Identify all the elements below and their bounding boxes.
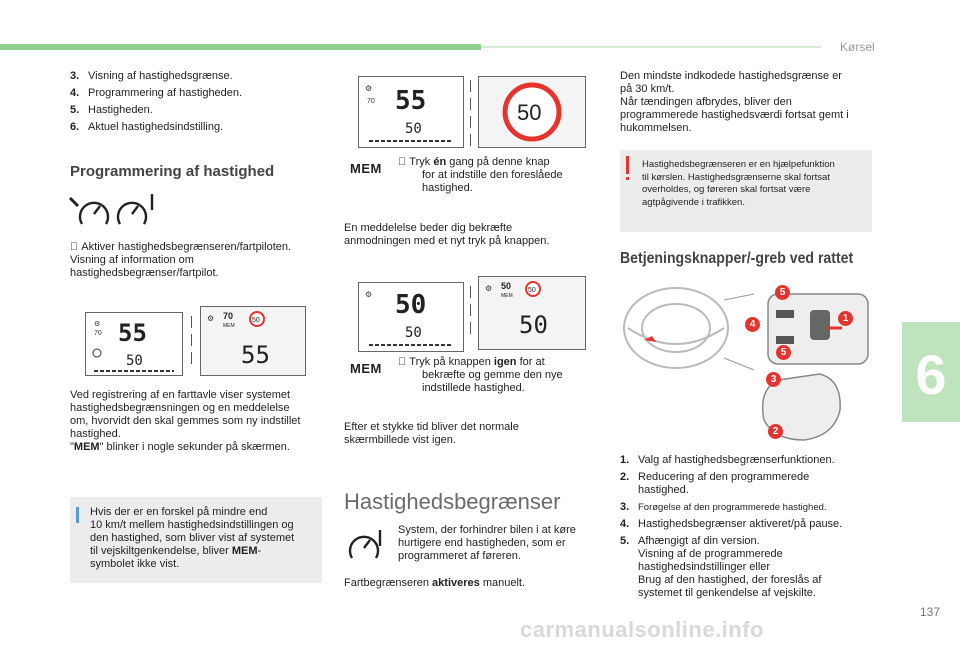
cluster-screen-2 [358, 282, 464, 352]
screen-top-value: 50 [501, 281, 512, 291]
separator [470, 286, 471, 298]
heading-betjeningsknapper: Betjeningsknapper/-greb ved rattet [620, 250, 854, 267]
warning-note-text: Hastighedsbegrænseren er en hjælpefunktion til kørslen. Hastighedsgrænserne skal fortsat overholdes, og føreren skal fortsat være agtpågivende i trafikken. [642, 159, 835, 208]
screen-big-speed: 50 [395, 290, 427, 320]
screen-mini-value: 70 [367, 98, 375, 105]
list-item: 4. Programmering af hastigheden. [70, 87, 243, 99]
heading-hastighedsbegraenser: Hastighedsbegrænser [344, 489, 561, 514]
heading-programmering: Programmering af hastighed [70, 163, 275, 180]
callout-5-bottom: 5 [776, 345, 791, 360]
callout-2: 2 [768, 424, 783, 439]
info-note-box [70, 497, 322, 583]
screen-mini-value: 70 [94, 330, 102, 337]
warning-marker [626, 156, 629, 174]
list-item: 5. Hastigheden. [70, 104, 153, 116]
separator [191, 352, 192, 364]
header-green-bar-light [481, 46, 821, 48]
screen-top-value: 70 [223, 311, 234, 321]
section-title: Kørsel [840, 40, 875, 54]
screen-mem-label: MEM [501, 293, 513, 299]
speed-sign-value: 50 [517, 100, 542, 125]
separator [191, 334, 192, 346]
list-item: 3. Visning af hastighedsgrænse. [70, 70, 233, 82]
separator [191, 316, 192, 328]
screen-right-big: 50 [519, 311, 548, 339]
callout-5-top: 5 [775, 285, 790, 300]
separator [470, 98, 471, 110]
svg-text:⚙: ⚙ [94, 321, 101, 328]
confirm-paragraph: En meddelelse beder dig bekræfte anmodningen med et nyt tryk på knappen. [344, 222, 550, 247]
cluster-screen-2-right [478, 276, 586, 350]
system-description: System, der forhindrer bilen i at køre hurtigere end hastigheden, som er programmeret af føreren. [398, 524, 576, 562]
legend-list-top [70, 70, 330, 138]
step-press-once: Tryk én gang på denne knap for at indstille den foreslåede hastighed. [398, 156, 563, 194]
min-limit-paragraph: Den mindste indkodede hastighedsgrænse er på 30 km/t. Når tændingen afbrydes, bliver den programmerede hastighedsværdi fortsat gemt i hukommelsen. [620, 70, 849, 134]
callout-4: 4 [745, 317, 760, 332]
screen-mem-label: MEM [223, 323, 235, 329]
svg-text:⚙: ⚙ [207, 314, 215, 323]
header-green-bar [0, 44, 481, 50]
activation-text: Fartbegrænseren aktiveres manuelt. [344, 577, 526, 589]
after-paragraph: Efter et stykke tid bliver det normale skærmbillede vist igen. [344, 421, 519, 446]
list-item: 2. Reducering af den programmerede hastighed. [620, 471, 810, 496]
separator [470, 304, 471, 316]
speed-sign-screen [478, 76, 586, 148]
info-note-text: Hvis der er en forskel på mindre end 10 km/t mellem hastighedsindstillingen og den hastighed, som bliver vist af systemet til vejskiltgenkendelse, bliver MEM- symbolet ikke vist. [90, 506, 295, 570]
screen-sign-value: 50 [528, 287, 536, 294]
list-item: 3. Forøgelse af den programmerede hastighed. [620, 501, 827, 513]
registration-paragraph: Ved registrering af en farttavle viser systemet hastighedsbegrænsningen og en meddelelse om, hvorvidt den skal gemmes som ny indstillet hastighed. "MEM" blinker i nogle sekunder på skærmen. [70, 389, 301, 453]
cruise-limiter-icons [68, 192, 168, 234]
screen-big-speed: 55 [118, 319, 147, 347]
separator [470, 322, 471, 334]
separator [470, 134, 471, 146]
list-item: 6. Aktuel hastighedsindstilling. [70, 121, 224, 133]
mem-button-label-2: MEM [350, 361, 382, 376]
info-marker [76, 507, 79, 523]
svg-text:⚙: ⚙ [485, 284, 493, 293]
controls-legend-list [620, 454, 882, 604]
screen-small-speed: 50 [126, 353, 143, 369]
watermark: carmanualsonline.info [520, 617, 764, 642]
list-item: 4. Hastighedsbegrænser aktiveret/på pause. [620, 518, 843, 530]
step-press-again: Tryk på knappen igen for at bekræfte og gemme den nye indstillede hastighed. [398, 356, 563, 394]
callout-3: 3 [766, 372, 781, 387]
mem-button-label: MEM [350, 161, 382, 176]
screen-small-speed: 50 [405, 121, 422, 137]
svg-text:⚙: ⚙ [365, 84, 373, 93]
steering-controls-illustration [618, 280, 880, 450]
svg-text:⚙: ⚙ [365, 290, 373, 299]
chapter-number: 6 [915, 343, 947, 406]
cluster-screen-1 [358, 76, 464, 148]
warning-dot [626, 177, 629, 180]
callout-1: 1 [838, 311, 853, 326]
list-item: 1. Valg af hastighedsbegrænserfunktionen. [620, 454, 835, 466]
screen-big-speed: 55 [395, 86, 427, 116]
list-item: 5. Afhængigt af din version. Visning af de programmerede hastighedsindstillinger eller Brug af den hastighed, der foreslås af systemet til genkendelse af vejskilte. [620, 535, 822, 599]
cluster-screen-right [200, 306, 306, 376]
activate-bullet: Aktiver hastighedsbegrænseren/fartpiloten. Visning af information om hastighedsbegrænser/fartpilot. [70, 241, 280, 279]
separator [470, 116, 471, 128]
cluster-screen-left [85, 312, 183, 376]
screen-small-speed: 50 [405, 325, 422, 341]
separator [470, 80, 471, 92]
screen-sign-value: 50 [252, 317, 260, 324]
page-number: 137 [920, 605, 941, 619]
warning-note-box [620, 150, 872, 232]
speed-limiter-icon [346, 526, 386, 566]
screen-right-big: 55 [241, 341, 270, 369]
